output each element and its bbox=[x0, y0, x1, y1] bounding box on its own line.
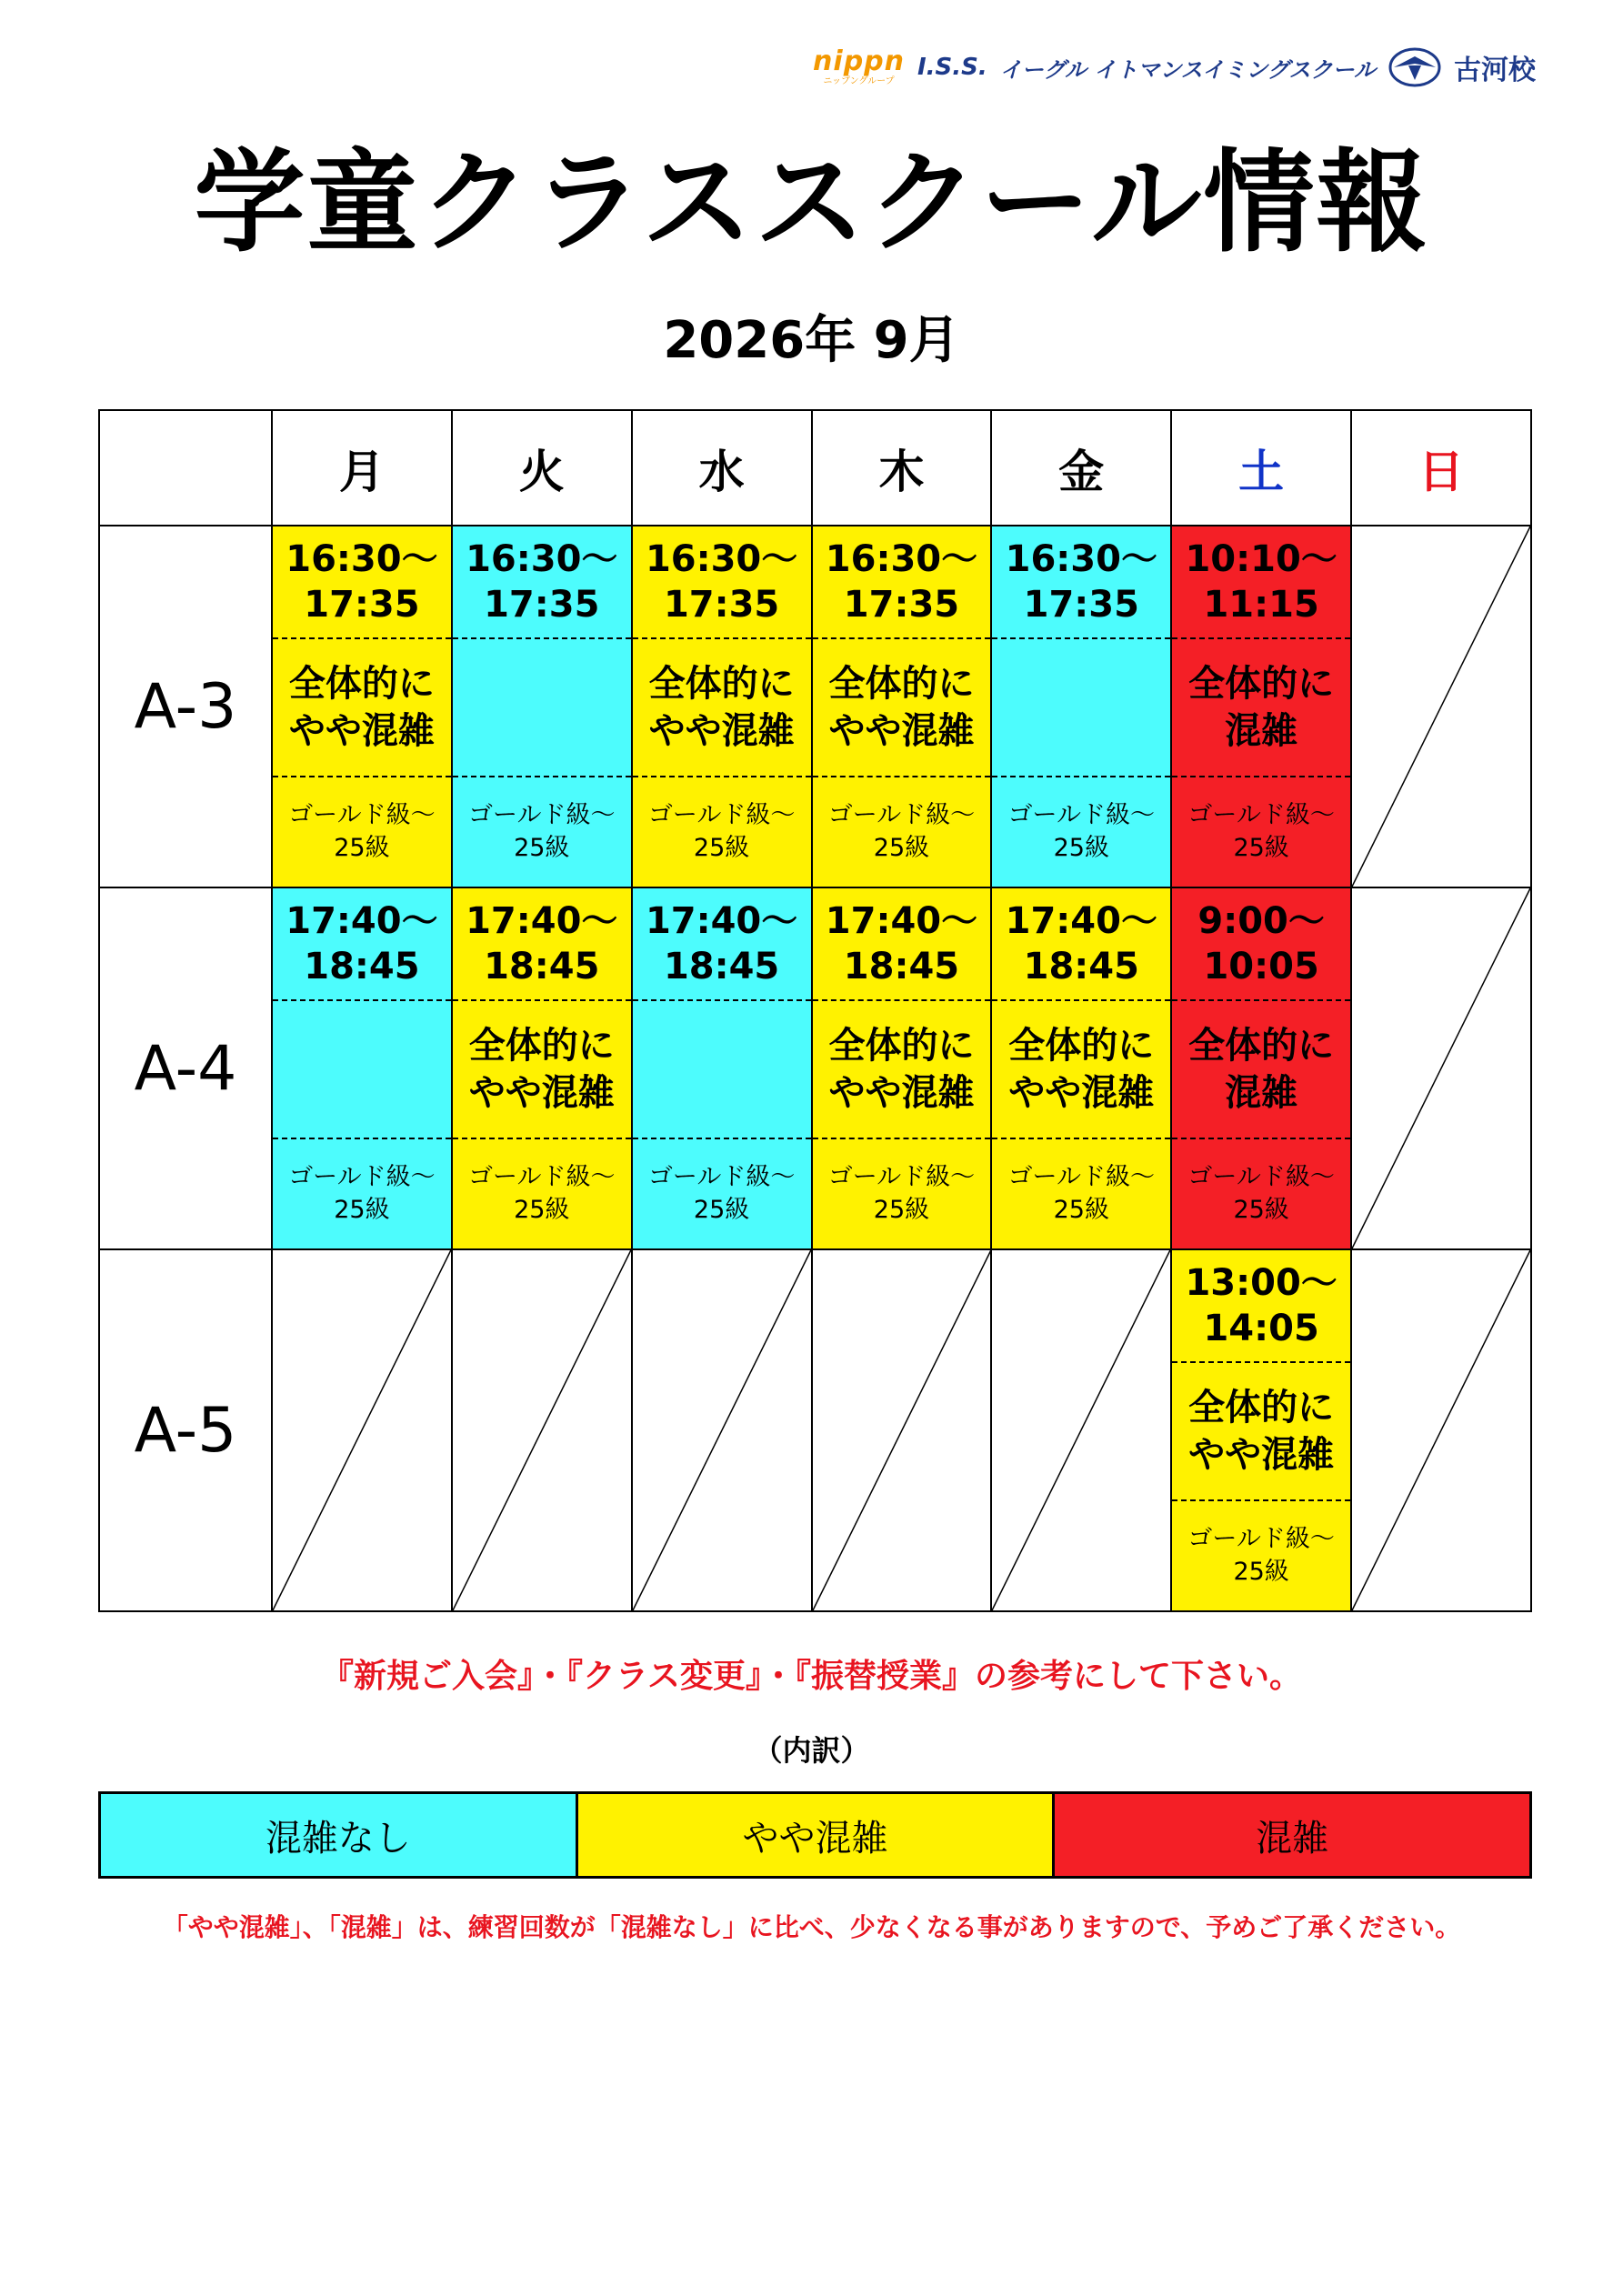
grade-line-1: ゴールド級～ bbox=[1187, 1162, 1335, 1191]
no-class-cell bbox=[632, 1249, 812, 1611]
status-line-1: 全体的に bbox=[828, 663, 975, 705]
time-end: 18:45 bbox=[663, 946, 780, 988]
grade-line-2: 25級 bbox=[334, 834, 390, 862]
grade-line-2: 25級 bbox=[1233, 1558, 1289, 1586]
class-slot bbox=[991, 526, 1171, 887]
iss-logo: I.S.S. bbox=[917, 54, 987, 81]
grade-line-1: ゴールド級～ bbox=[468, 1162, 616, 1191]
no-class-cell bbox=[1351, 1249, 1531, 1611]
time-end: 18:45 bbox=[304, 946, 420, 988]
grade-line-2: 25級 bbox=[693, 834, 750, 862]
time-start: 17:40～ bbox=[1005, 900, 1157, 942]
class-slot-content bbox=[273, 526, 451, 887]
schedule-body bbox=[99, 526, 1531, 1611]
class-slot bbox=[272, 887, 452, 1249]
legend-none: 混雑なし bbox=[101, 1794, 576, 1876]
header-logos bbox=[813, 47, 1536, 87]
no-class-slash bbox=[813, 1250, 991, 1610]
nippn-logo-sub: ニップングループ bbox=[823, 76, 895, 86]
no-class-slash bbox=[1352, 888, 1530, 1248]
grade-range bbox=[1172, 1139, 1350, 1248]
grade-line-2: 25級 bbox=[693, 1196, 750, 1224]
time-start: 16:30～ bbox=[825, 538, 978, 580]
class-slot-content bbox=[633, 888, 811, 1248]
grade-range bbox=[633, 777, 811, 887]
schedule-table bbox=[98, 409, 1532, 1612]
congestion-status bbox=[813, 1001, 991, 1139]
congestion-status bbox=[453, 1001, 631, 1139]
status-line-2: やや混雑 bbox=[1008, 1072, 1155, 1114]
class-time bbox=[1172, 526, 1350, 639]
school-branch-name: 古河校 bbox=[1454, 55, 1536, 86]
status-line-2: 混雑 bbox=[1225, 1072, 1298, 1114]
congestion-status bbox=[273, 639, 451, 777]
grade-range bbox=[273, 1139, 451, 1248]
time-end: 17:35 bbox=[484, 584, 600, 626]
class-slot bbox=[1171, 526, 1351, 887]
no-class-cell bbox=[1351, 526, 1531, 887]
time-end: 17:35 bbox=[663, 584, 780, 626]
nippn-logo bbox=[813, 45, 905, 86]
time-end: 11:15 bbox=[1203, 584, 1319, 626]
class-slot bbox=[452, 526, 632, 887]
no-class-cell bbox=[452, 1249, 632, 1611]
grade-range bbox=[813, 777, 991, 887]
congestion-legend bbox=[98, 1791, 1532, 1879]
congestion-status bbox=[992, 1001, 1170, 1139]
time-start: 16:30～ bbox=[1005, 538, 1157, 580]
day-header: 水 bbox=[632, 410, 812, 526]
reference-note: 『新規ご入会』・『クラス変更』・『振替授業』の参考にして下さい。 bbox=[321, 1658, 1302, 1695]
class-slot bbox=[812, 887, 992, 1249]
class-slot bbox=[632, 887, 812, 1249]
class-slot-content bbox=[273, 888, 451, 1248]
class-slot bbox=[632, 526, 812, 887]
status-line-2: やや混雑 bbox=[828, 710, 975, 752]
grade-range bbox=[1172, 777, 1350, 887]
grade-line-1: ゴールド級～ bbox=[288, 800, 436, 829]
grade-line-1: ゴールド級～ bbox=[647, 1162, 796, 1191]
status-line-1: 全体的に bbox=[1188, 1387, 1335, 1429]
time-end: 18:45 bbox=[484, 946, 600, 988]
grade-line-2: 25級 bbox=[514, 834, 570, 862]
grade-line-1: ゴールド級～ bbox=[1187, 1524, 1335, 1553]
status-line-2: やや混雑 bbox=[1188, 1434, 1335, 1476]
time-end: 18:45 bbox=[1023, 946, 1139, 988]
congestion-status bbox=[1172, 639, 1350, 777]
class-slot-content bbox=[1172, 1250, 1350, 1610]
time-end: 17:35 bbox=[304, 584, 420, 626]
congestion-status bbox=[992, 639, 1170, 777]
day-header: 金 bbox=[991, 410, 1171, 526]
grade-line-2: 25級 bbox=[1053, 834, 1109, 862]
no-class-slash bbox=[1352, 1250, 1530, 1610]
day-header-saturday: 土 bbox=[1171, 410, 1351, 526]
time-start: 17:40～ bbox=[466, 900, 618, 942]
grade-line-1: ゴールド級～ bbox=[827, 1162, 976, 1191]
breakdown-label: （内訳） bbox=[753, 1733, 870, 1768]
time-end: 14:05 bbox=[1203, 1308, 1319, 1349]
no-class-cell bbox=[1351, 887, 1531, 1249]
time-start: 16:30～ bbox=[286, 538, 438, 580]
grade-line-1: ゴールド級～ bbox=[647, 800, 796, 829]
class-time bbox=[813, 888, 991, 1001]
class-slot bbox=[1171, 887, 1351, 1249]
grade-line-1: ゴールド級～ bbox=[827, 800, 976, 829]
table-row bbox=[99, 1249, 1531, 1611]
day-header: 月 bbox=[272, 410, 452, 526]
day-header-sunday: 日 bbox=[1351, 410, 1531, 526]
time-start: 17:40～ bbox=[645, 900, 798, 942]
grade-line-2: 25級 bbox=[873, 1196, 930, 1224]
no-class-slash bbox=[992, 1250, 1170, 1610]
grade-range bbox=[992, 1139, 1170, 1248]
class-time bbox=[992, 888, 1170, 1001]
class-label: A-4 bbox=[99, 887, 272, 1249]
time-end: 17:35 bbox=[1023, 584, 1139, 626]
grade-range bbox=[273, 777, 451, 887]
status-line-1: 全体的に bbox=[828, 1025, 975, 1067]
day-header: 木 bbox=[812, 410, 992, 526]
time-end: 18:45 bbox=[843, 946, 960, 988]
month-label: 2026年 9月 bbox=[663, 311, 960, 370]
class-slot-content bbox=[1172, 888, 1350, 1248]
class-slot bbox=[991, 887, 1171, 1249]
grade-line-2: 25級 bbox=[1233, 1196, 1289, 1224]
grade-range bbox=[1172, 1501, 1350, 1610]
class-time bbox=[633, 888, 811, 1001]
class-slot-content bbox=[453, 526, 631, 887]
nippn-logo-word: nippn bbox=[813, 45, 905, 77]
table-row bbox=[99, 526, 1531, 887]
no-class-cell bbox=[272, 1249, 452, 1611]
grade-line-2: 25級 bbox=[873, 834, 930, 862]
class-slot-content bbox=[1172, 526, 1350, 887]
status-line-1: 全体的に bbox=[1188, 663, 1335, 705]
grade-line-1: ゴールド級～ bbox=[288, 1162, 436, 1191]
status-line-1: 全体的に bbox=[288, 663, 435, 705]
congestion-status bbox=[1172, 1001, 1350, 1139]
time-end: 10:05 bbox=[1203, 946, 1319, 988]
class-time bbox=[273, 526, 451, 639]
grade-line-2: 25級 bbox=[334, 1196, 390, 1224]
page-title: 学童クラススクール情報 bbox=[194, 138, 1429, 267]
class-slot-content bbox=[813, 888, 991, 1248]
table-row bbox=[99, 887, 1531, 1249]
grade-line-2: 25級 bbox=[1233, 834, 1289, 862]
grade-range bbox=[453, 777, 631, 887]
grade-range bbox=[633, 1139, 811, 1248]
class-time bbox=[273, 888, 451, 1001]
time-start: 17:40～ bbox=[286, 900, 438, 942]
eagle-emblem-icon bbox=[1388, 47, 1441, 87]
congestion-status bbox=[633, 1001, 811, 1139]
status-line-2: やや混雑 bbox=[648, 710, 795, 752]
congestion-status bbox=[813, 639, 991, 777]
time-start: 16:30～ bbox=[466, 538, 618, 580]
no-class-cell bbox=[812, 1249, 992, 1611]
grade-range bbox=[453, 1139, 631, 1248]
class-label: A-3 bbox=[99, 526, 272, 887]
status-line-1: 全体的に bbox=[648, 663, 795, 705]
status-line-2: やや混雑 bbox=[288, 710, 435, 752]
time-start: 13:00～ bbox=[1185, 1262, 1337, 1304]
class-time bbox=[992, 526, 1170, 639]
grade-range bbox=[813, 1139, 991, 1248]
class-time bbox=[453, 526, 631, 639]
class-time bbox=[1172, 1250, 1350, 1363]
class-time bbox=[813, 526, 991, 639]
no-class-slash bbox=[453, 1250, 631, 1610]
class-slot-content bbox=[813, 526, 991, 887]
class-slot-content bbox=[453, 888, 631, 1248]
congestion-status bbox=[633, 639, 811, 777]
status-line-2: 混雑 bbox=[1225, 710, 1298, 752]
grade-range bbox=[992, 777, 1170, 887]
grade-line-1: ゴールド級～ bbox=[1187, 800, 1335, 829]
status-line-1: 全体的に bbox=[468, 1025, 615, 1067]
time-end: 17:35 bbox=[843, 584, 960, 626]
class-slot bbox=[812, 526, 992, 887]
class-slot-content bbox=[992, 526, 1170, 887]
table-header-row bbox=[99, 410, 1531, 526]
status-line-1: 全体的に bbox=[1188, 1025, 1335, 1067]
congestion-status bbox=[273, 1001, 451, 1139]
status-line-2: やや混雑 bbox=[468, 1072, 615, 1114]
time-start: 10:10～ bbox=[1185, 538, 1337, 580]
class-label: A-5 bbox=[99, 1249, 272, 1611]
class-slot bbox=[272, 526, 452, 887]
class-slot-content bbox=[992, 888, 1170, 1248]
congestion-status bbox=[453, 639, 631, 777]
time-start: 16:30～ bbox=[645, 538, 798, 580]
grade-line-1: ゴールド級～ bbox=[1007, 1162, 1156, 1191]
status-line-1: 全体的に bbox=[1008, 1025, 1155, 1067]
grade-line-1: ゴールド級～ bbox=[1007, 800, 1156, 829]
time-start: 17:40～ bbox=[825, 900, 978, 942]
time-start: 9:00～ bbox=[1197, 900, 1325, 942]
status-line-2: やや混雑 bbox=[828, 1072, 975, 1114]
legend-busy: 混雑 bbox=[1052, 1794, 1529, 1876]
class-slot-content bbox=[633, 526, 811, 887]
iss-school-name: イーグル イトマンスイミングスクール bbox=[999, 56, 1376, 83]
no-class-slash bbox=[273, 1250, 451, 1610]
no-class-slash bbox=[1352, 526, 1530, 887]
grade-line-2: 25級 bbox=[514, 1196, 570, 1224]
class-slot bbox=[1171, 1249, 1351, 1611]
class-slot bbox=[452, 887, 632, 1249]
no-class-cell bbox=[991, 1249, 1171, 1611]
footnote: 「やや混雑」、「混雑」は、練習回数が「混雑なし」に比べ、少なくなる事がありますので、予めご了承ください。 bbox=[162, 1912, 1461, 1942]
grade-line-2: 25級 bbox=[1053, 1196, 1109, 1224]
grade-line-1: ゴールド級～ bbox=[468, 800, 616, 829]
class-time bbox=[1172, 888, 1350, 1001]
class-time bbox=[633, 526, 811, 639]
class-time bbox=[453, 888, 631, 1001]
no-class-slash bbox=[633, 1250, 811, 1610]
congestion-status bbox=[1172, 1363, 1350, 1501]
corner-cell bbox=[99, 410, 272, 526]
legend-some: やや混雑 bbox=[576, 1794, 1053, 1876]
day-header: 火 bbox=[452, 410, 632, 526]
